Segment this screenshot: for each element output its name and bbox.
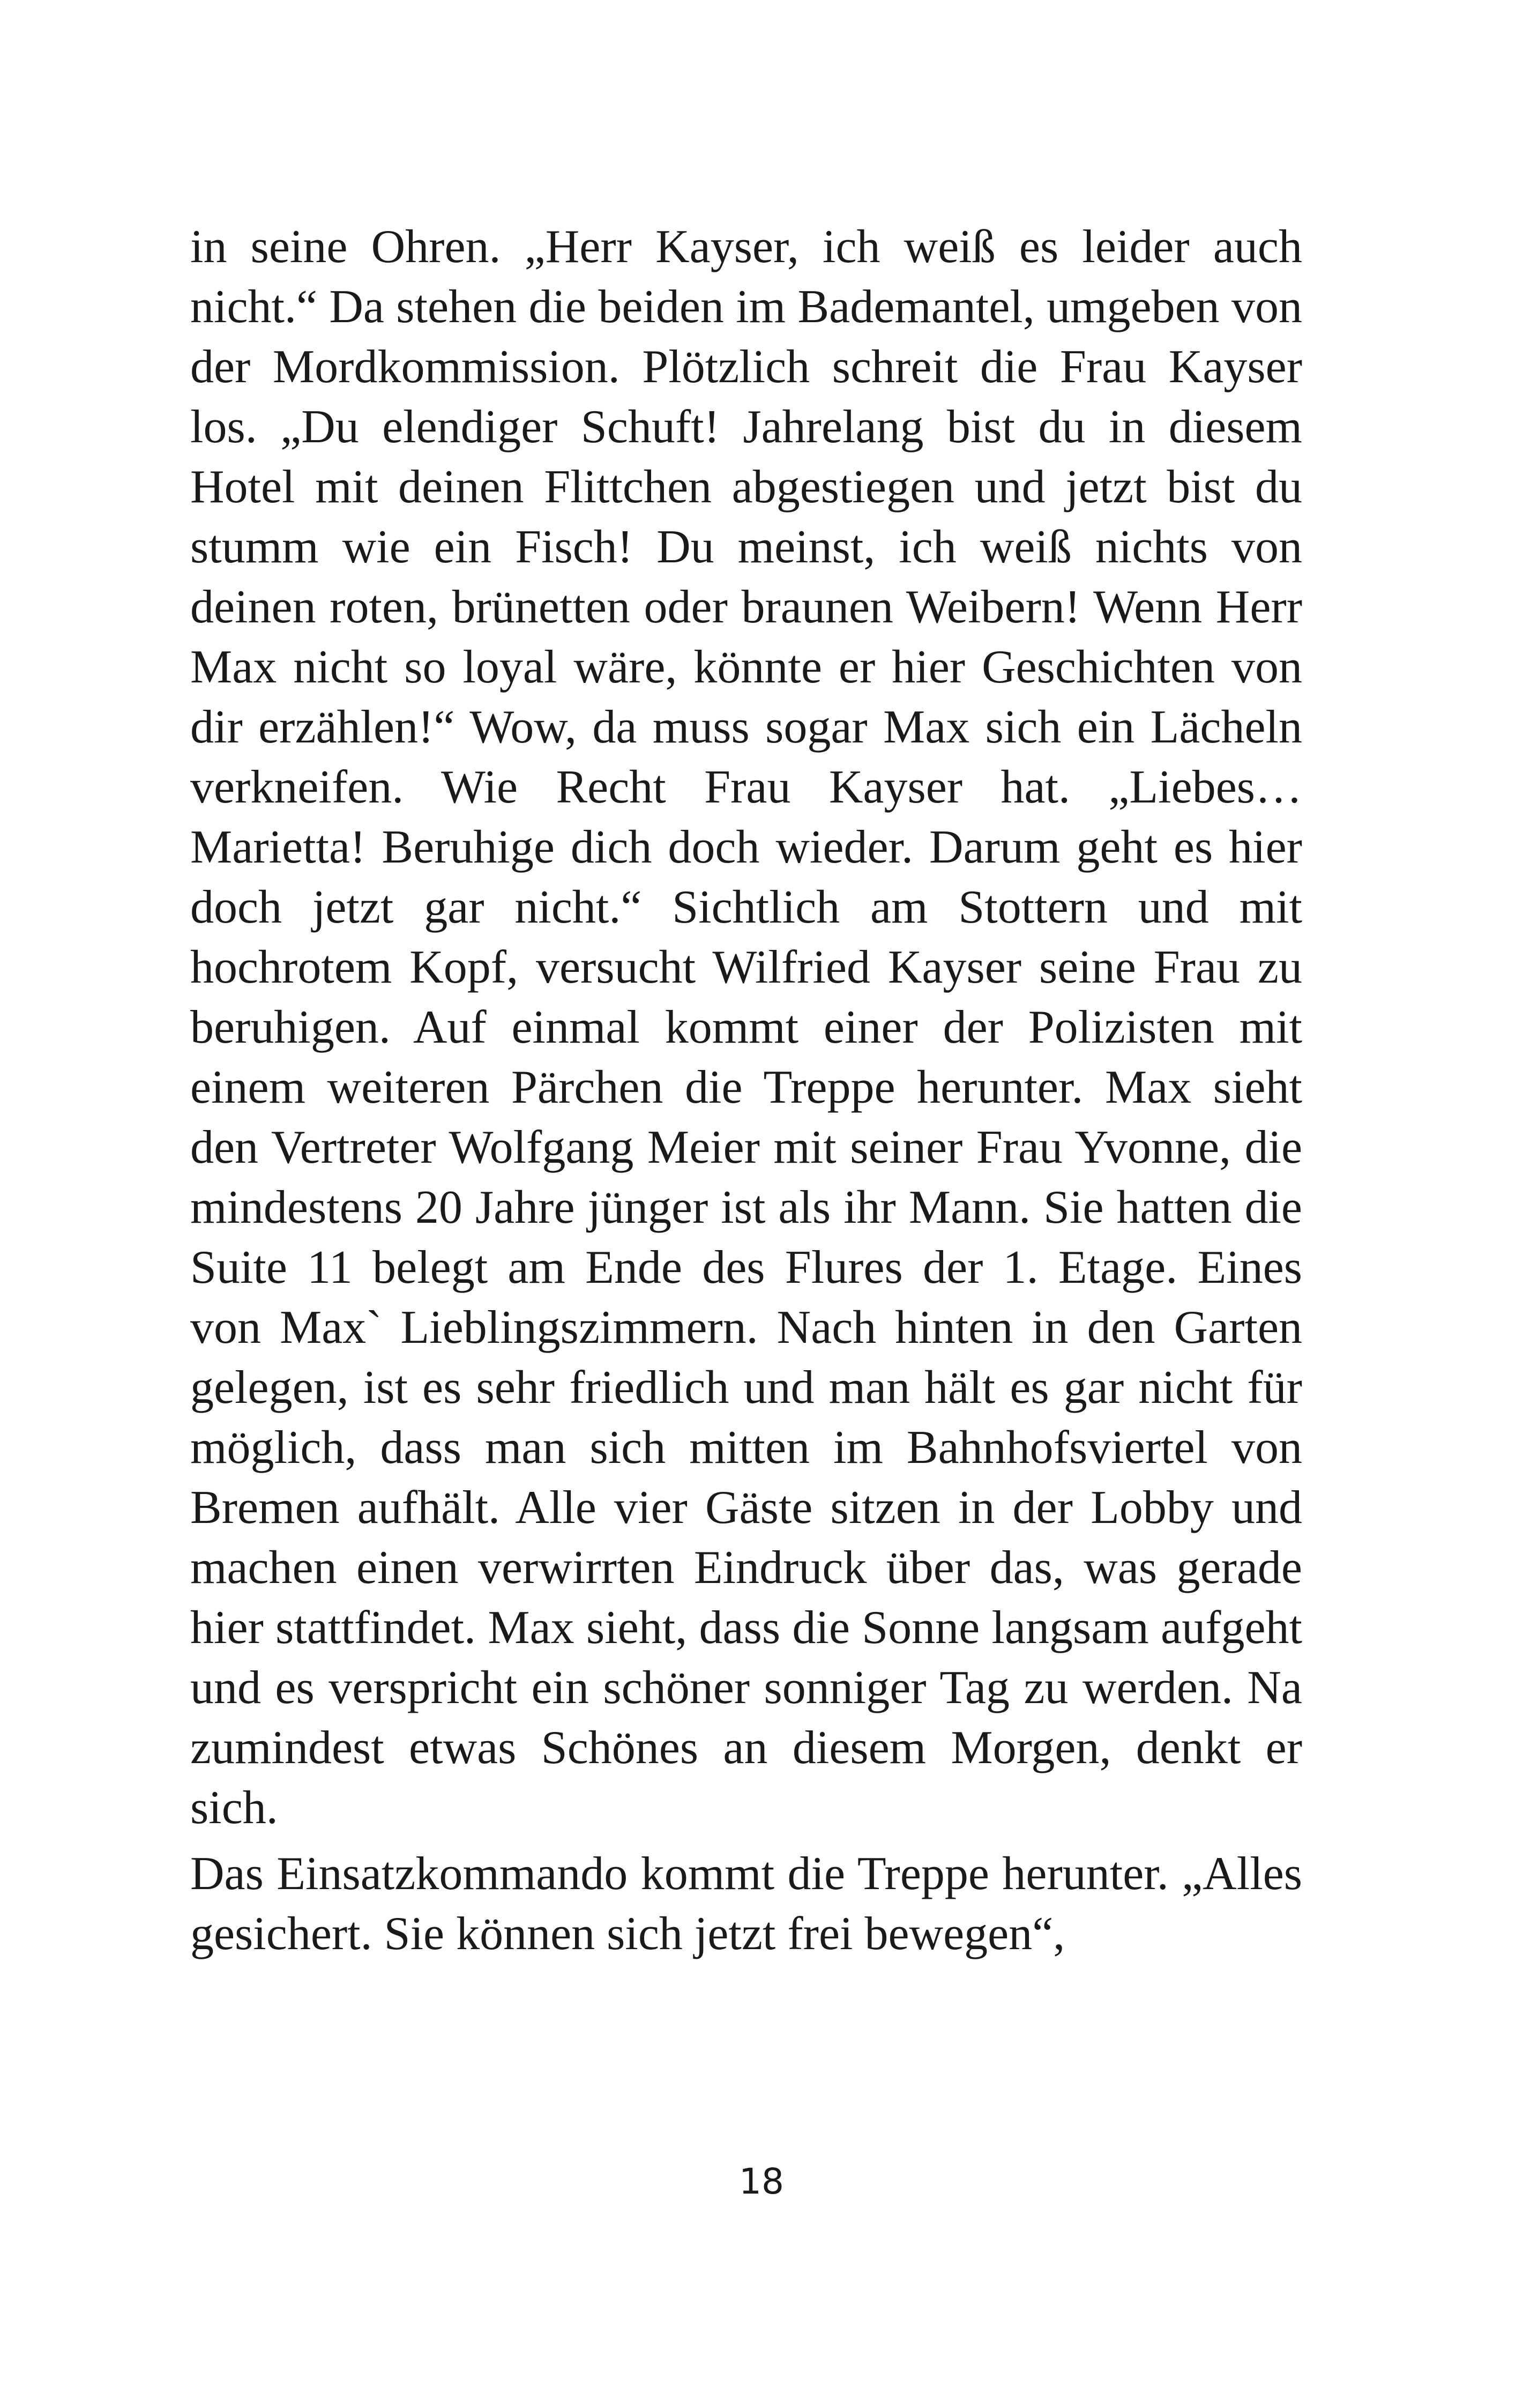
body-paragraph-2: Das Einsatzkommando kommt die Treppe herunter. „Alles gesichert. Sie können sich jetzt frei bewegen“, [190,1848,1302,1960]
body-paragraph-1: in seine Ohren. „Herr Kayser, ich weiß es leider auch nicht.“ Da stehen die beiden im Bademantel, umgeben von der Mordkommission. Plötzlich schreit die Frau Kayser los. „Du elendiger Schuft! Jahrelang bist du in diesem Hotel mit deinen Flittchen abgestiegen und jetzt bist du stumm wie ein Fisch! Du meinst, ich weiß nichts von deinen roten, brünetten oder braunen Weibern! Wenn Herr Max nicht so loyal wäre, könnte er hier Geschichten von dir erzählen!“ Wow, da muss sogar Max sich ein Lächeln verkneifen. Wie Recht Frau Kayser hat. „Liebes… Marietta! Beruhige dich doch wieder. Darum geht es hier doch jetzt gar nicht.“ Sichtlich am Stottern und mit hochrotem Kopf, versucht Wilfried Kayser seine Frau zu beruhigen. Auf einmal kommt einer der Polizisten mit einem weiteren Pärchen die Treppe herunter. Max sieht den Vertreter Wolfgang Meier mit seiner Frau Yvonne, die mindestens 20 Jahre jünger ist als ihr Mann. Sie hatten die Suite 11 belegt am Ende des Flures der 1. Etage. Eines von Max` Lieblingszimmern. Nach hinten in den Garten gelegen, ist es sehr friedlich und man hält es gar nicht für möglich, dass man sich mitten im Bahnhofsviertel von Bremen aufhält. Alle vier Gäste sitzen in der Lobby und machen einen verwirrten Eindruck über das, was gerade hier stattfindet. Max sieht, dass die Sonne langsam aufgeht und es verspricht ein schöner sonniger Tag zu werden. Na zumindest etwas Schönes an diesem Morgen, denkt er sich. [190,221,1302,1834]
page-number: 18 [739,2161,784,2202]
